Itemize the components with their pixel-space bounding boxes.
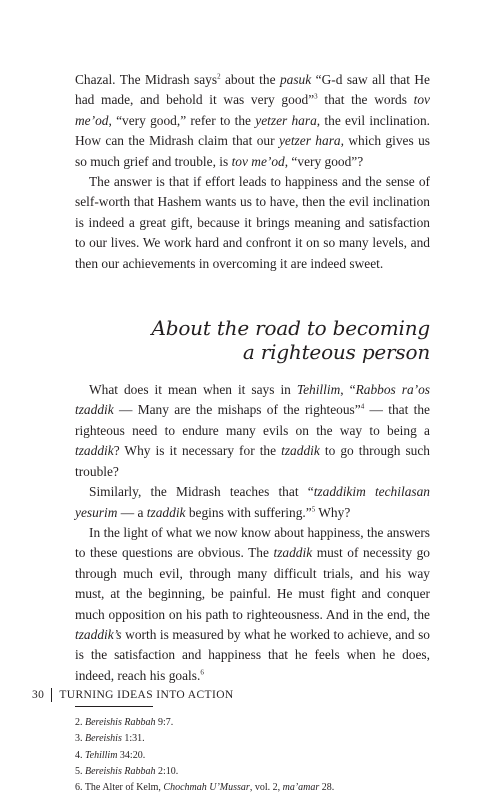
paragraph-midrash-tov-meod: Chazal. The Midrash says$^2$ about the pasuk “G-d saw all that He had made, and behold it was very good”$^3$ that the words tov me’od, “very good,” refer to the yetzer hara, the evil inclination. How can the Midrash claim that our yetzer hara, which gives us so much grief and trouble, is tov me’od, “very good”? bbox=[75, 72, 430, 169]
section-heading-line-2: a righteous person bbox=[242, 340, 430, 365]
paragraph-tehillim: What does it mean when it says in Tehillim, “Rabbos ra’os tzaddik — Many are the mishaps of the righteous”$^4$ — that the righteous need to endure many evils on the way to being a tzaddik? Why is it necessary for the tzaddik to go through such trouble? bbox=[75, 382, 431, 479]
section-heading bbox=[75, 316, 430, 364]
footnote-ref-6: 6 bbox=[200, 668, 204, 677]
page-number: 30 bbox=[32, 689, 45, 701]
paragraph-answer: The answer is that if effort leads to happiness and the sense of self-worth that Hashem wants us to have, then the evil inclination is indeed a great gift, because it brings meaning and satisfaction to our lives. We work hard and confront it on so many levels, and then our achievements in overcoming it are indeed sweet. bbox=[75, 174, 430, 271]
page-footer bbox=[32, 688, 234, 702]
paragraph-similarly: Similarly, the Midrash teaches that “tzaddikim techilasan yesurim — a tzaddik begins with suffering.”$^5$ Why? bbox=[75, 484, 430, 520]
footnote-ref-5: 5 bbox=[311, 505, 316, 514]
footnote-5: 5. Bereishis Rabbah 2:10. bbox=[75, 766, 179, 778]
paragraph-in-the-light: In the light of what we now know about happiness, the answers to these questions are obvious. The tzaddik must of necessity go through much evil, through many difficult trials, and his way must, at the beginning, be painful. He must fight and conquer much opposition on his path to righteousness. And in the end, the tzaddik’s worth is measured by what he worked to achieve, and so is the satisfaction and happiness that he feels when he does, indeed, reach his goals.$^6$ bbox=[75, 524, 431, 683]
footnote-ref-2: 2 bbox=[217, 72, 221, 81]
footer-separator bbox=[51, 688, 52, 702]
footnote-4: 4. Tehillim 34:20. bbox=[75, 749, 146, 761]
section-heading-line-1: About the road to becoming bbox=[151, 316, 430, 341]
footnote-3: 3. Bereishis 1:31. bbox=[75, 733, 145, 745]
footnote-2: 2. Bereishis Rabbah 9:7. bbox=[75, 717, 174, 729]
running-title: TURNING IDEAS INTO ACTION bbox=[59, 689, 234, 701]
footnote-ref-3: 3 bbox=[314, 92, 318, 101]
footnote-ref-4: 4 bbox=[360, 403, 365, 411]
footnote-divider bbox=[75, 706, 153, 707]
footnote-6: 6. The Alter of Kelm, Chochmah U’Mussar, vol. 2, ma’amar 28. bbox=[75, 782, 335, 794]
